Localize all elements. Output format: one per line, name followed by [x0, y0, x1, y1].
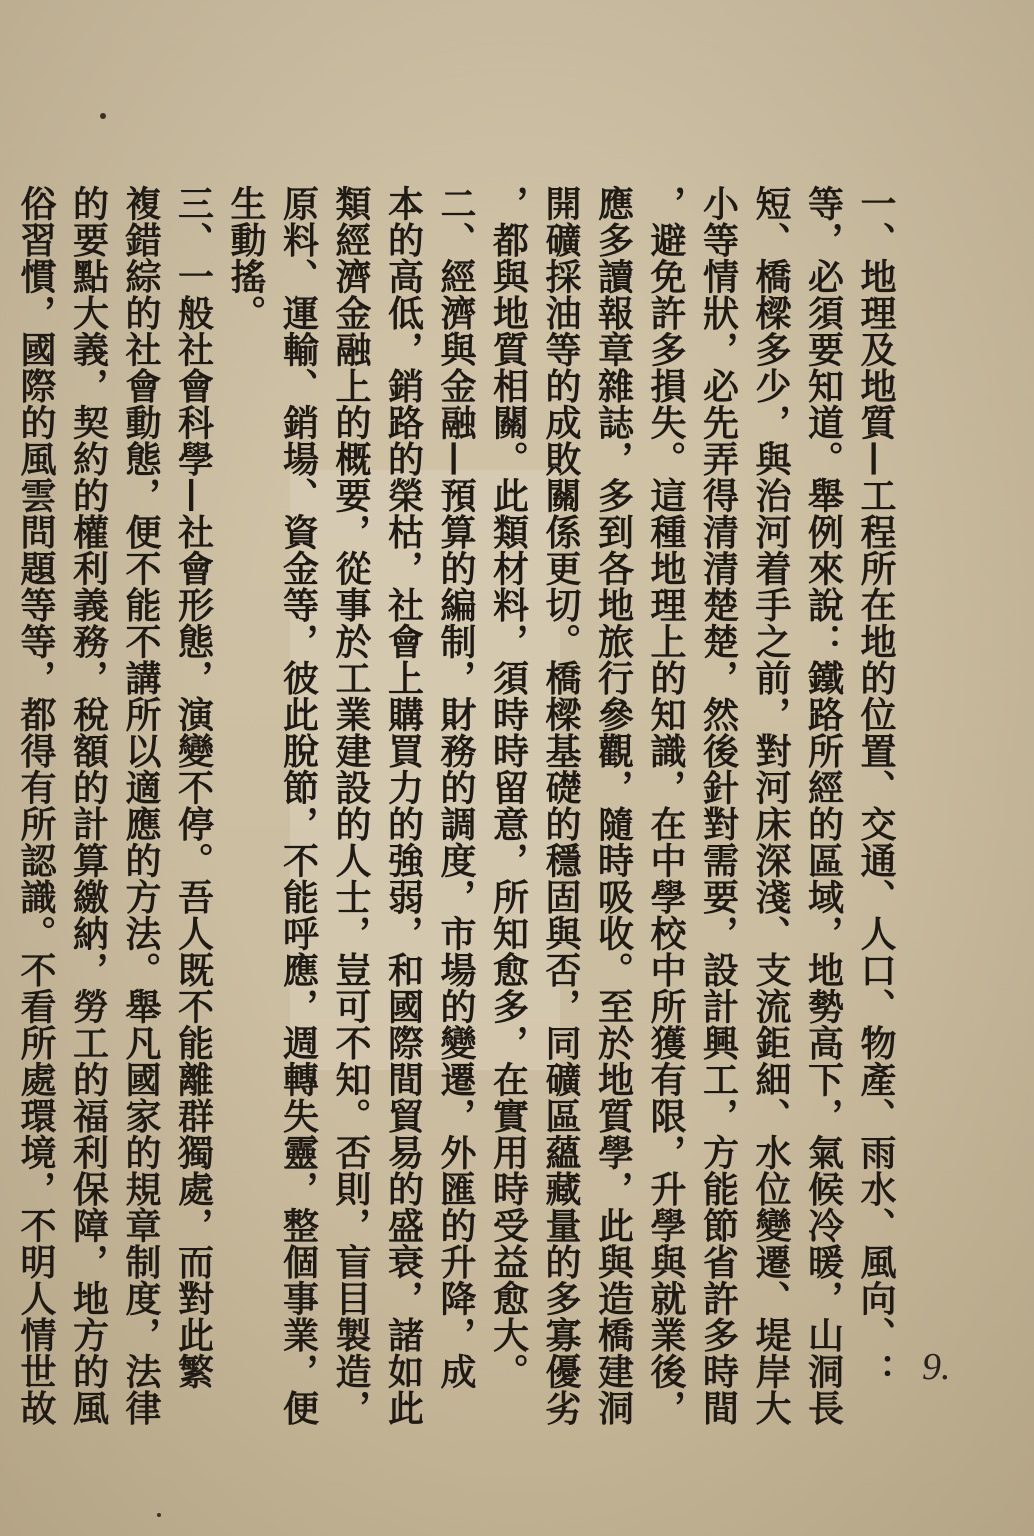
text-column: 等，必須要知道。舉例來說：鐵路所經的區域，地勢高下，氣候冷暖，山洞長 [802, 185, 845, 1426]
text-column: 二、經濟與金融—預算的編制，財務的調度，市場的變遷，外匯的升降，成 [435, 185, 477, 1390]
text-column: 的要點大義，契約的權利義務，稅額的計算繳納，勞工的福利保障，地方的風 [67, 185, 110, 1426]
text-column: 小等情狀，必先弄得清清楚楚，然後針對需要，設計興工，方能節省許多時間 [697, 185, 740, 1426]
speck-mark [157, 1513, 161, 1517]
body-text [15, 185, 902, 1455]
text-column: 類經濟金融上的概要，從事於工業建設的人士，豈可不知。否則，盲目製造， [330, 185, 372, 1426]
speck-mark [100, 113, 106, 119]
text-column: 俗習慣，國際的風雲問題等等，都得有所認識。不看所處環境，不明人情世故 [15, 185, 57, 1426]
text-column: 本的高低，銷路的榮枯，社會上購買力的強弱，和國際間貿易的盛衰，諸如此 [382, 185, 425, 1426]
text-column: 短、橋樑多少，與治河着手之前，對河床深淺、支流鉅細、水位變遷、堤岸大 [750, 185, 792, 1426]
text-column: 生動搖。 [225, 185, 267, 331]
text-column: 原料、運輸、銷場、資金等，彼此脫節，不能呼應，週轉失靈，整個事業，便 [277, 185, 320, 1426]
text-column: 三、一般社會科學—社會形態，演變不停。吾人既不能離群獨處，而對此繁 [172, 185, 215, 1390]
text-column: ，都與地質相關。此類材料，須時時留意，所知愈多，在實用時受益愈大。 [487, 185, 530, 1390]
text-column: 複錯綜的社會動態，便不能不講所以適應的方法。舉凡國家的規章制度，法律 [120, 185, 162, 1426]
text-column: 開礦採油等的成敗關係更切。橋樑基礎的穩固與否，同礦區蘊藏量的多寡優劣 [540, 185, 582, 1426]
page-number: 9. [922, 1346, 951, 1388]
text-column: ，避免許多損失。這種地理上的知識，在中學校中所獲有限，升學與就業後， [645, 185, 687, 1426]
text-column: 一、地理及地質—工程所在地的位置、交通、人口、物產、雨水、風向、： [855, 185, 897, 1390]
text-column: 應多讀報章雜誌，多到各地旅行參觀，隨時吸收。至於地質學，此與造橋建洞 [592, 185, 635, 1426]
